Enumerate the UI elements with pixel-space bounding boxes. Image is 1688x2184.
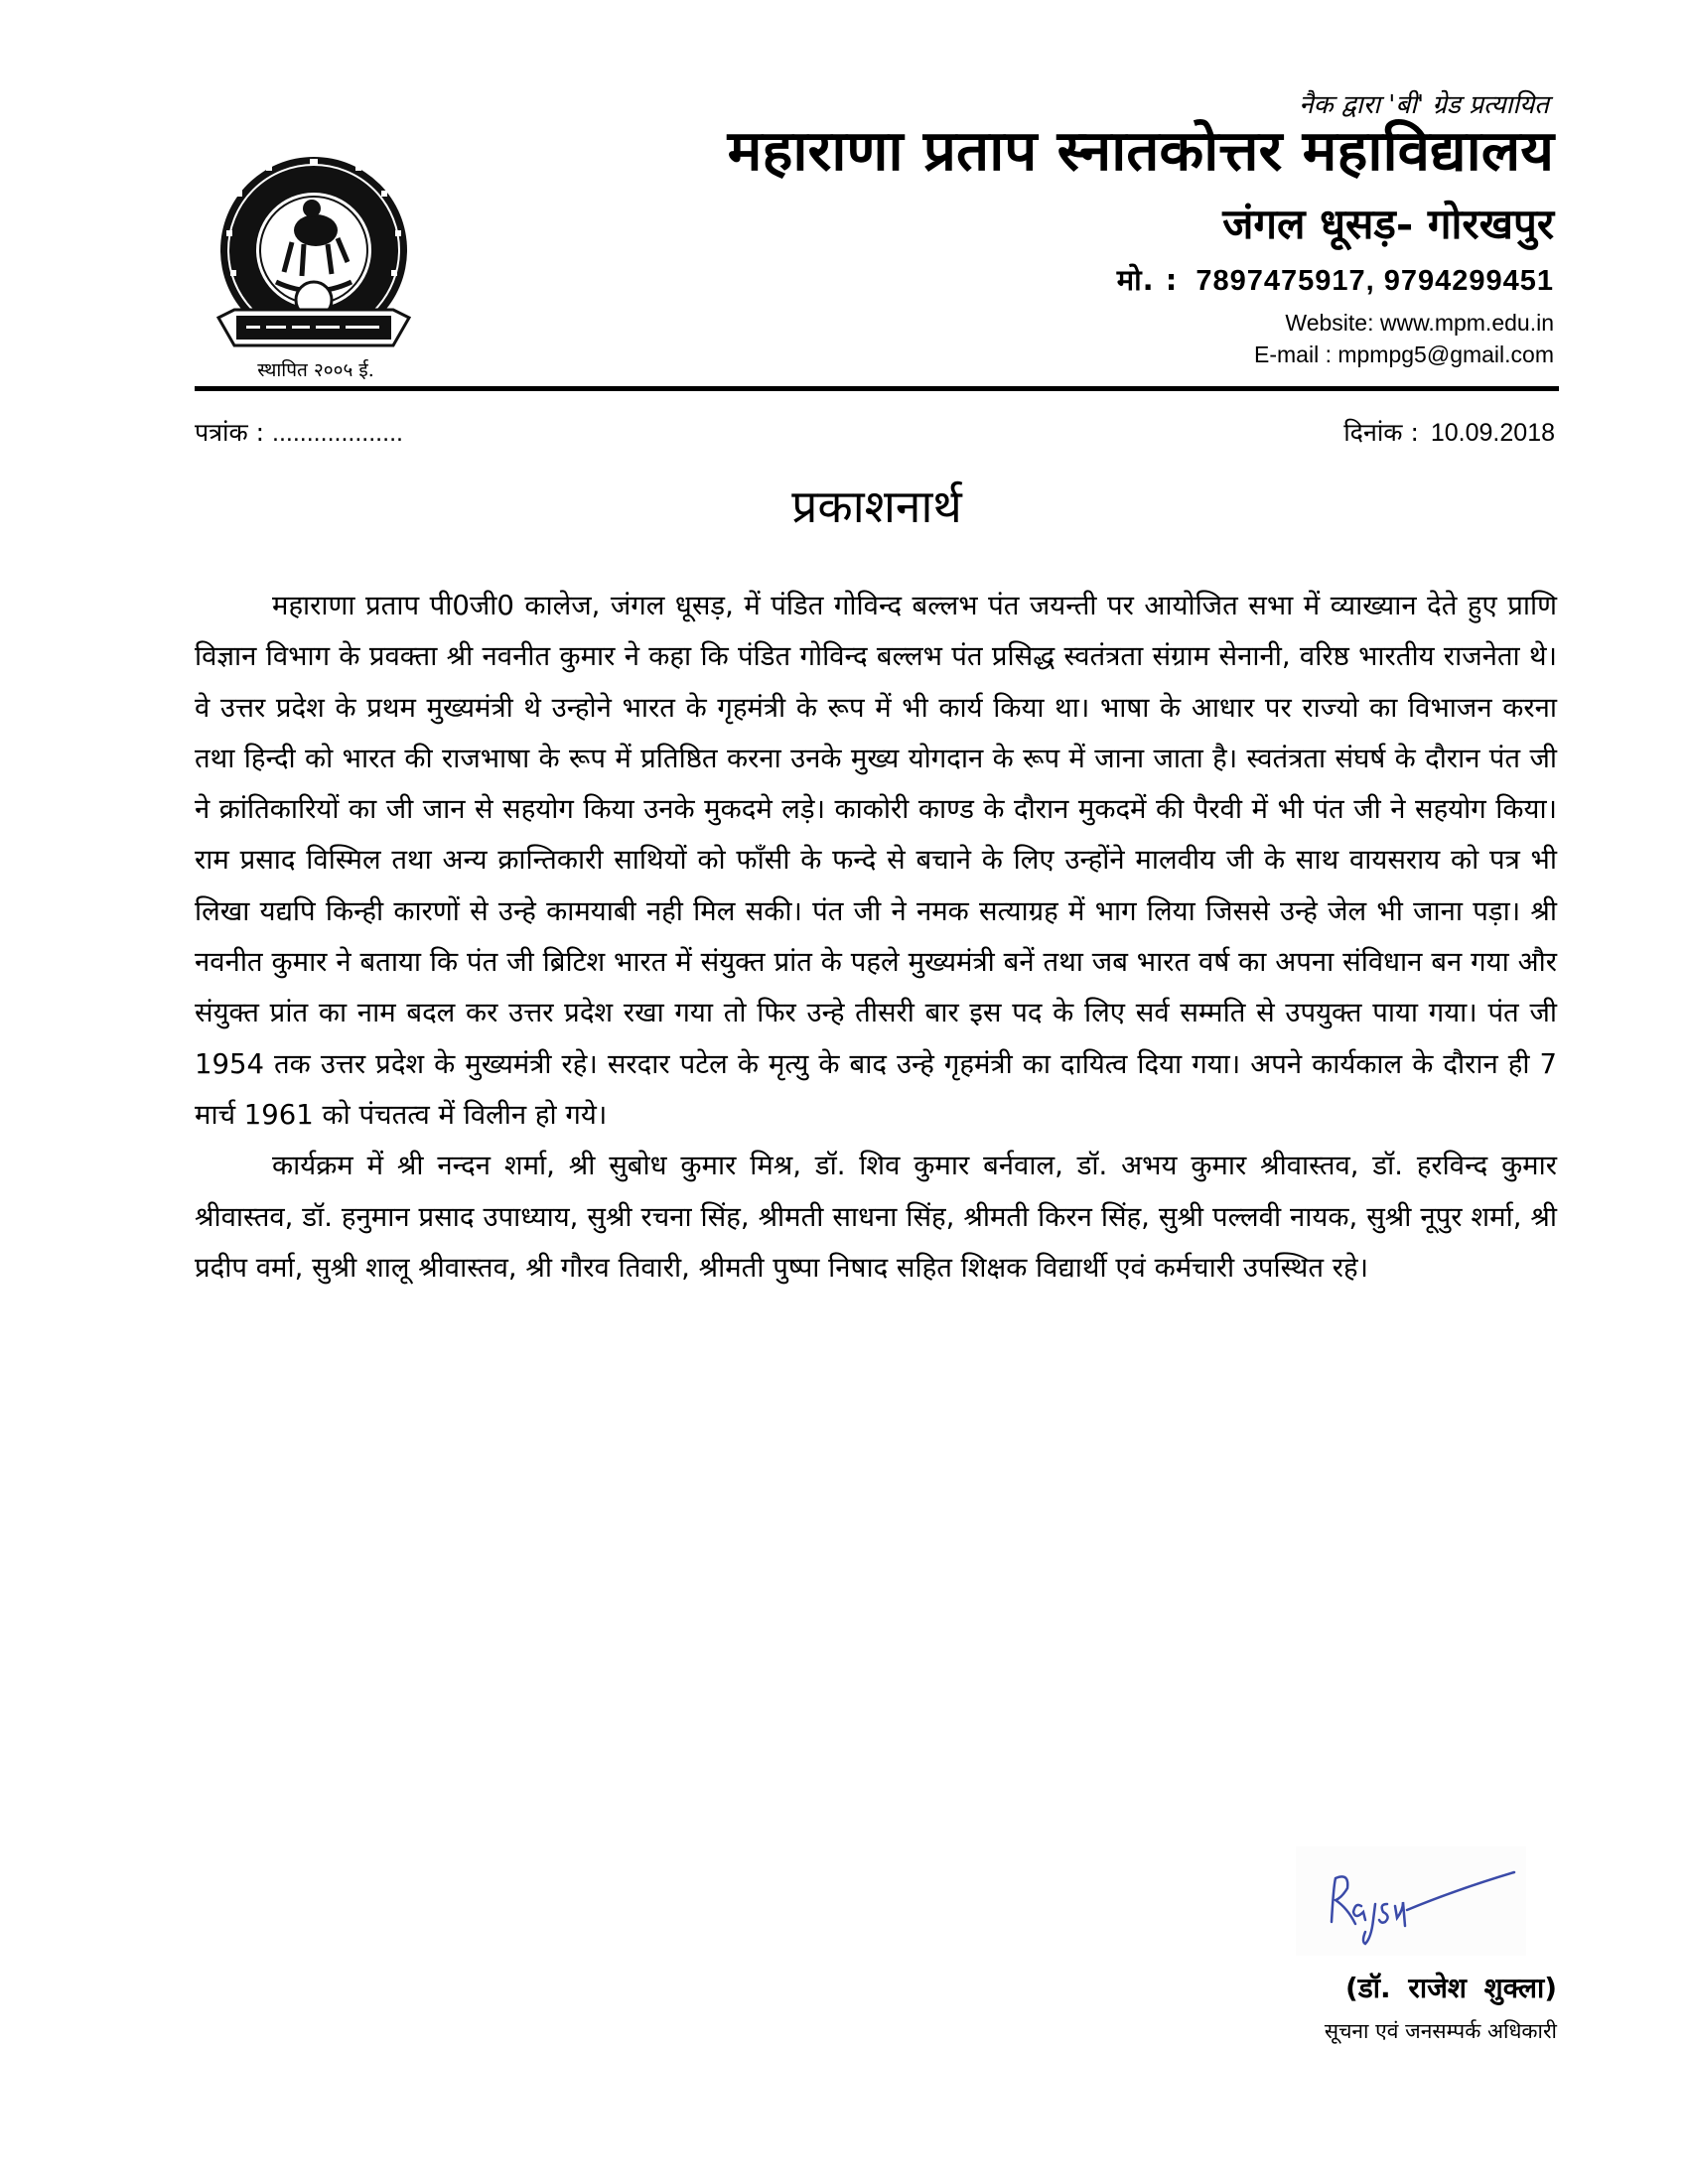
ref-label: पत्रांक : [195,418,265,447]
college-name: महाराणा प्रताप स्नातकोत्तर महाविद्यालय [727,118,1554,184]
body-paragraph: कार्यक्रम में श्री नन्दन शर्मा, श्री सुबोध कुमार मिश्र, डॉ. शिव कुमार बर्नवाल, डॉ. अभय कुमार श्रीवास्तव, डॉ. हरविन्द कुमार श्रीवास्तव, डॉ. हनुमान प्रसाद उपाध्याय, सुश्री रचना सिंह, श्रीमती साधना सिंह, श्रीमती किरन सिंह, सुश्री पल्लवी नायक, सुश्री नूपुर शर्मा, श्री प्रदीप वर्मा, सुश्री शालू श्रीवास्तव, श्री गौरव तिवारी, श्रीमती पुष्पा निषाद सहित शिक्षक विद्यार्थी एवं कर्मचारी उपस्थित रहे। [195,1150,1557,1284]
body-paragraph: महाराणा प्रताप पी0जी0 कालेज, जंगल धूसड़, में पंडित गोविन्द बल्लभ पंत जयन्ती पर आयोजित सभा में व्याख्यान देते हुए प्राणि विज्ञान विभाग के प्रवक्ता श्री नवनीत कुमार ने कहा कि पंडित गोविन्द बल्लभ पंत प्रसिद्ध स्वतंत्रता संग्राम सेनानी, वरिष्ठ भारतीय राजनेता थे। वे उत्तर प्रदेश के प्रथम मुख्यमंत्री थे उन्होने भारत के गृहमंत्री के रूप में भी कार्य किया था। भाषा के आधार पर राज्यो का विभाजन करना तथा हिन्दी को भारत की राजभाषा के रूप में प्रतिष्ठित करना उनके मुख्य योगदान के रूप में जाना जाता है। स्वतंत्रता संघर्ष के दौरान पंत जी ने क्रांतिकारियों का जी जान से सहयोग किया उनके मुकदमे लड़े। काकोरी काण्ड के दौरान मुकदमें की पैरवी में भी पंत जी ने सहयोग किया। राम प्रसाद विस्मिल तथा अन्य क्रान्तिकारी साथियों को फाँसी के फन्दे से बचाने के लिए उन्होंने मालवीय जी के साथ वायसराय को पत्र भी लिखा यद्यपि किन्ही कारणों से उन्हे कामयाबी नही मिल सकी। पंत जी ने नमक सत्याग्रह में भाग लिया जिससे उन्हे जेल भी जाना पड़ा। श्री नवनीत कुमार ने बताया कि पंत जी ब्रिटिश भारत में संयुक्त प्रांत के पहले मुख्यमंत्री बनें तथा जब भारत वर्ष का अपना संविधान बन गया और संयुक्त प्रांत का नाम बदल कर उत्तर प्रदेश रखा गया तो फिर उन्हे तीसरी बार इस पद के लिए सर्व सम्मति से उपयुक्त पाया गया। पंत जी 1954 तक उत्तर प्रदेश के मुख्यमंत्री रहे। सरदार पटेल के मृत्यु के बाद उन्हे गृहमंत्री का दायित्व दिया गया। अपने कार्यकाल के दौरान ही 7 मार्च 1961 को पंचतत्व में विलीन हो गये। [195,590,1557,1131]
website: Website: www.mpm.edu.in [1285,310,1554,336]
signatory-title: सूचना एवं जनसम्पर्क अधिकारी [1324,2019,1557,2043]
accreditation-note: नैक द्वारा 'बी' ग्रेड प्रत्यायित [1299,90,1549,120]
document-heading: प्रकाशनार्थ [791,479,962,533]
letter-body [195,581,1557,1294]
contact-phone [894,260,1554,299]
date-label: दिनांक : [1343,418,1419,447]
signatory-name: (डॉ. राजेश शुक्ला) [1344,1972,1557,2004]
date-value: 10.09.2018 [1430,419,1555,447]
handwritten-signature [1296,1846,1526,1956]
reference-number [195,415,403,449]
established-year: स्थापित २००५ ई. [257,359,374,381]
college-place: जंगल धूसड़- गोरखपुर [1222,200,1554,248]
phone-label: मो. : [1116,263,1179,297]
email: E-mail : mpmpg5@gmail.com [1254,341,1554,367]
phone-numbers: 7897475917, 9794299451 [1196,265,1554,297]
header-divider [195,386,1559,391]
ref-value: ................... [272,419,403,447]
college-seal-icon [207,151,421,365]
letter-date [993,415,1555,449]
